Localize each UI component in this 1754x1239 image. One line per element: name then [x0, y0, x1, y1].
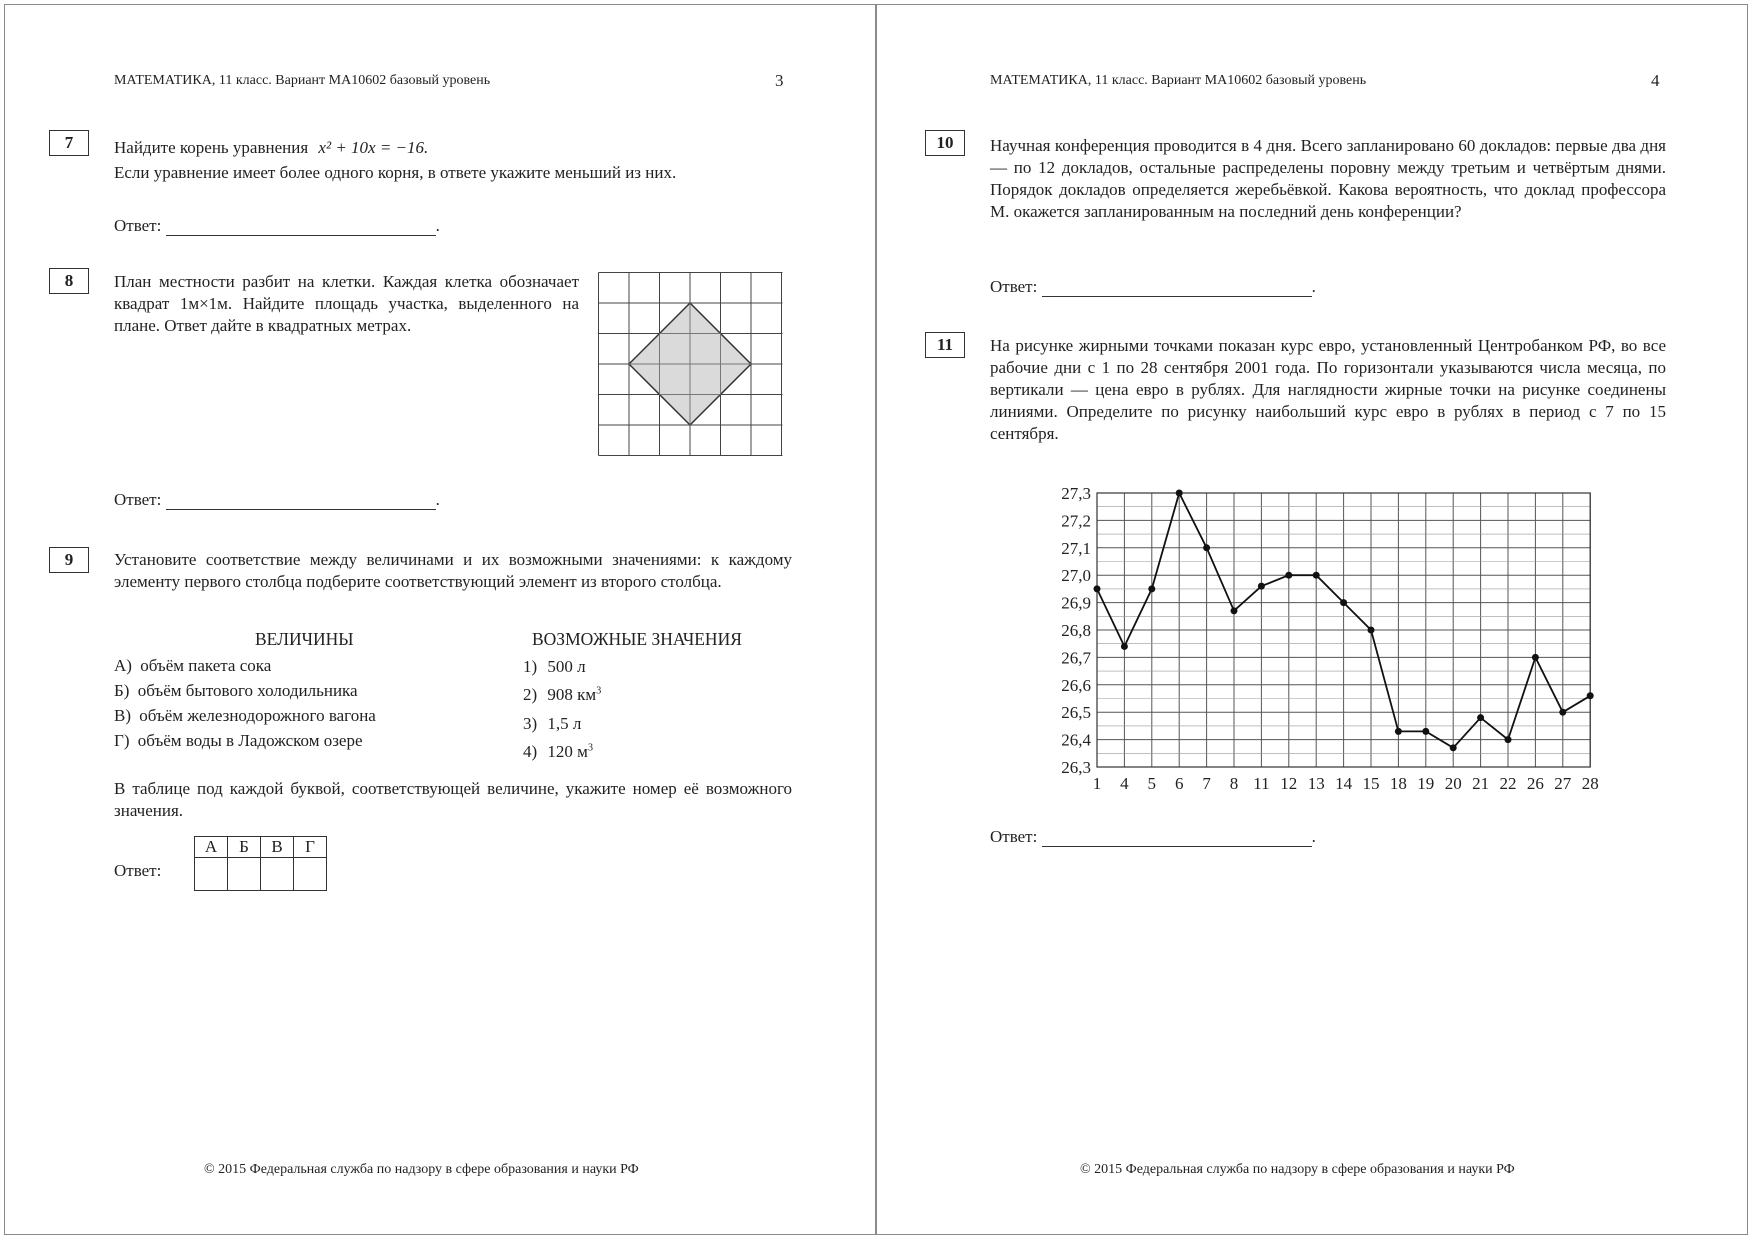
x-tick-label: 1	[1092, 774, 1102, 793]
answer-line[interactable]	[1042, 830, 1312, 847]
answer-field[interactable]: Ответ: .	[114, 490, 440, 509]
task-text: Установите соответствие между величинами и их возможными значениями: к каждому элементу первого столбца подберите соответствующий элемент из второго столбца.	[114, 550, 792, 591]
answer-line[interactable]	[166, 219, 436, 236]
quantity-item: В) объём железнодорожного вагона	[114, 706, 376, 725]
quantity-item: Б) объём бытового холодильника	[114, 681, 358, 700]
page-number: 4	[1651, 71, 1660, 90]
y-tick-label: 26,8	[1061, 621, 1091, 640]
data-point	[1148, 585, 1155, 592]
x-tick-label: 22	[1499, 774, 1517, 793]
page-number: 3	[775, 71, 784, 90]
answer-cell[interactable]	[228, 858, 261, 891]
data-point	[1285, 572, 1292, 579]
answer-table[interactable]	[194, 836, 327, 891]
x-tick-label: 5	[1147, 774, 1157, 793]
task-text: Научная конференция проводится в 4 дня. Всего запланировано 60 докладов: первые два дня — по 12 докладов, остальные распределены поровну между третьим и четвёртым днями. Порядок докладов определяется жеребьёвкой. Какова вероятность, что доклад профессора М. окажется запланированным на последний день конференции?	[990, 136, 1666, 221]
value-item: 4) 120 $м^3$	[523, 742, 593, 761]
answer-table-header: А	[195, 837, 228, 858]
answer-cell[interactable]	[261, 858, 294, 891]
task-text: План местности разбит на клетки. Каждая клетка обозначает квадрат 1м×1м. Найдите площадь участка, выделенного на плане. Ответ дайте в квадратных метрах.	[114, 272, 579, 335]
task-number: 10	[925, 130, 965, 156]
x-tick-label: 12	[1280, 774, 1298, 793]
answer-label: Ответ:	[990, 277, 1038, 296]
x-tick-label: 28	[1581, 774, 1599, 793]
data-point	[1231, 607, 1238, 614]
grid-plan-figure	[598, 272, 788, 462]
task-text: Если уравнение имеет более одного корня, в ответе укажите меньший из них.	[114, 163, 677, 182]
value-item: 3) 1,5 л	[523, 714, 582, 733]
footer: © 2015 Федеральная служба по надзору в сфере образования и науки РФ	[204, 1162, 639, 1177]
y-tick-label: 27,0	[1061, 566, 1091, 586]
x-tick-label: 4	[1120, 774, 1129, 793]
answer-field[interactable]: Ответ: .	[990, 827, 1316, 846]
data-point	[1532, 654, 1539, 661]
equation: x² + 10x = −16.	[318, 138, 429, 157]
task-number: 7	[49, 130, 89, 156]
y-tick-label: 27,3	[1061, 484, 1091, 503]
x-tick-label: 6	[1174, 774, 1184, 793]
x-tick-label: 7	[1202, 774, 1211, 793]
y-tick-label: 26,4	[1061, 730, 1091, 750]
left-page	[4, 4, 876, 1235]
x-tick-label: 26	[1526, 774, 1544, 793]
x-tick-label: 14	[1335, 774, 1353, 793]
data-point	[1176, 490, 1183, 497]
right-page	[876, 4, 1748, 1235]
data-point	[1477, 714, 1484, 721]
x-tick-label: 20	[1444, 774, 1462, 793]
answer-field[interactable]: Ответ: .	[990, 277, 1316, 296]
answer-line[interactable]	[1042, 280, 1312, 297]
header-title: МАТЕМАТИКА, 11 класс. Вариант МА10602 базовый уровень	[114, 73, 491, 88]
answer-label: Ответ:	[114, 490, 162, 509]
answer-cell[interactable]	[195, 858, 228, 891]
data-point	[1203, 544, 1210, 551]
data-point	[1258, 583, 1265, 590]
data-point	[1094, 585, 1101, 592]
task-number: 11	[925, 332, 965, 358]
header-title: МАТЕМАТИКА, 11 класс. Вариант МА10602 базовый уровень	[990, 73, 1367, 88]
footer: © 2015 Федеральная служба по надзору в сфере образования и науки РФ	[1080, 1162, 1515, 1177]
x-tick-label: 21	[1472, 774, 1490, 793]
data-point	[1559, 709, 1566, 716]
y-tick-label: 26,6	[1061, 675, 1091, 695]
value-item: 1) 500 л	[523, 657, 586, 676]
answer-label: Ответ:	[114, 216, 162, 235]
equation-prefix: Найдите корень уравнения	[114, 138, 309, 157]
x-tick-label: 19	[1417, 774, 1435, 793]
answer-table-header: Г	[294, 837, 327, 858]
data-point	[1587, 692, 1594, 699]
x-tick-label: 11	[1253, 774, 1270, 793]
value-item: 2) 908 $км^3$	[523, 685, 602, 704]
answer-label: Ответ:	[990, 827, 1038, 846]
y-tick-label: 26,9	[1061, 593, 1091, 613]
quantity-item: А) объём пакета сока	[114, 656, 272, 675]
x-tick-label: 27	[1554, 774, 1572, 793]
y-tick-label: 26,3	[1061, 758, 1091, 777]
x-tick-label: 8	[1229, 774, 1239, 793]
data-point	[1450, 744, 1457, 751]
task-text	[114, 137, 428, 159]
euro-rate-chart	[1037, 479, 1697, 809]
x-tick-label: 13	[1307, 774, 1325, 793]
quantity-item: Г) объём воды в Ладожском озере	[114, 731, 363, 750]
y-tick-label: 26,5	[1061, 703, 1091, 723]
data-point	[1368, 627, 1375, 634]
data-point	[1121, 643, 1128, 650]
answer-cell[interactable]	[294, 858, 327, 891]
task-number: 9	[49, 547, 89, 573]
task-number: 8	[49, 268, 89, 294]
data-point	[1313, 572, 1320, 579]
task-text: В таблице под каждой буквой, соответствующей величине, укажите номер её возможного значения.	[114, 779, 792, 820]
answer-table-header: Б	[228, 837, 261, 858]
y-tick-label: 27,1	[1061, 538, 1091, 558]
x-tick-label: 18	[1389, 774, 1407, 793]
data-point	[1505, 736, 1512, 743]
answer-table-header: В	[261, 837, 294, 858]
answer-field[interactable]: Ответ: .	[114, 216, 440, 235]
y-tick-label: 26,7	[1061, 648, 1091, 668]
task-text: На рисунке жирными точками показан курс евро, установленный Центробанком РФ, во все рабочие дни с 1 по 28 сентября 2001 года. По горизонтали указываются числа месяца, по вертикали — цена евро в рублях. Для наглядности жирные точки на рисунке соединены линиями. Определите по рисунку наибольший курс евро в рублях в период с 7 по 15 сентября.	[990, 336, 1666, 443]
answer-line[interactable]	[166, 493, 436, 510]
column-header: ВОЗМОЖНЫЕ ЗНАЧЕНИЯ	[532, 629, 742, 649]
answer-label: Ответ:	[114, 861, 162, 880]
column-header: ВЕЛИЧИНЫ	[255, 629, 354, 649]
y-tick-label: 27,2	[1061, 511, 1091, 531]
x-tick-label: 15	[1362, 774, 1380, 793]
data-point	[1340, 599, 1347, 606]
data-point	[1395, 728, 1402, 735]
data-point	[1422, 728, 1429, 735]
